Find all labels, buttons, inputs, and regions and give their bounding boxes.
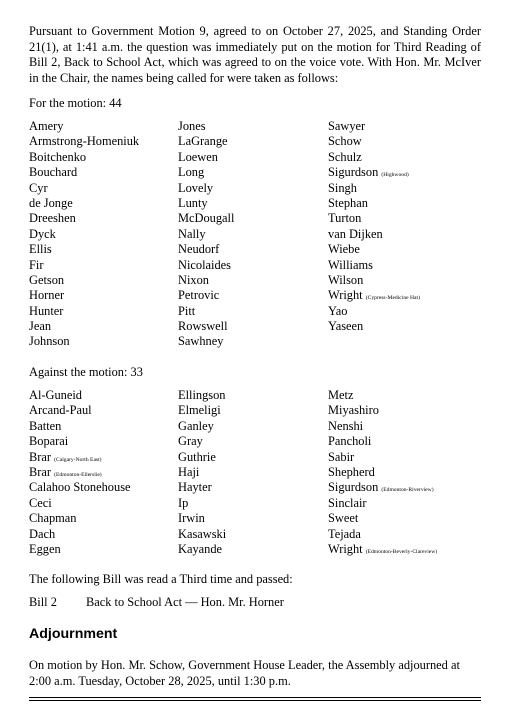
- member-name: [328, 434, 437, 449]
- member-name: [29, 258, 139, 273]
- member-surname: Kasawski: [178, 526, 227, 541]
- member-name: [29, 242, 139, 257]
- member-surname: de Jonge: [29, 195, 73, 210]
- member-name: [328, 511, 437, 526]
- member-surname: Shepherd: [328, 464, 375, 479]
- member-name: [29, 196, 139, 211]
- member-name: [178, 542, 226, 557]
- member-name: [178, 134, 234, 149]
- member-surname: Ceci: [29, 495, 52, 510]
- member-surname: Neudorf: [178, 242, 220, 257]
- member-name: [178, 196, 234, 211]
- member-name: [328, 134, 420, 149]
- member-surname: Sabir: [328, 449, 355, 464]
- member-name: [328, 242, 420, 257]
- member-surname: Ganley: [178, 418, 214, 433]
- member-name: [29, 527, 131, 542]
- member-surname: Wilson: [328, 272, 364, 287]
- member-name: [178, 288, 234, 303]
- member-name: [328, 403, 437, 418]
- member-name: [178, 465, 226, 480]
- member-name: [29, 419, 131, 434]
- member-name: [29, 511, 131, 526]
- bill-entry: [29, 595, 284, 610]
- member-name: [29, 542, 131, 557]
- member-name: [178, 419, 226, 434]
- member-surname: Eggen: [29, 541, 61, 556]
- member-surname: Jean: [29, 319, 52, 334]
- member-name: [29, 150, 139, 165]
- member-surname: Stephan: [328, 195, 368, 210]
- member-surname: Nenshi: [328, 418, 364, 433]
- member-surname: Horner: [29, 288, 65, 303]
- member-name: [328, 227, 420, 242]
- member-surname: Nally: [178, 226, 206, 241]
- member-name: [178, 450, 226, 465]
- member-name: [29, 465, 131, 480]
- footer-rule-bottom: [29, 700, 481, 701]
- member-surname: Turton: [328, 211, 362, 226]
- member-surname: Yao: [328, 303, 348, 318]
- member-surname: Sigurdson: [328, 165, 379, 180]
- member-name: [328, 419, 437, 434]
- member-surname: Sawhney: [178, 334, 224, 349]
- adjournment-heading: Adjournment: [29, 626, 118, 642]
- member-name: [328, 465, 437, 480]
- member-name: [29, 119, 139, 134]
- member-name: [178, 242, 234, 257]
- constituency-qualifier: (Cypress-Medicine Hat): [365, 295, 420, 302]
- for-column-3: [328, 119, 420, 334]
- member-name: [29, 496, 131, 511]
- member-name: [29, 319, 139, 334]
- member-name: [328, 542, 437, 557]
- constituency-qualifier: (Highwood): [381, 172, 409, 179]
- member-name: [178, 150, 234, 165]
- member-name: [178, 258, 234, 273]
- member-surname: Chapman: [29, 511, 77, 526]
- member-name: [29, 134, 139, 149]
- constituency-qualifier: (Calgary-North East): [54, 456, 102, 463]
- member-surname: Dreeshen: [29, 211, 76, 226]
- member-surname: Rowswell: [178, 319, 228, 334]
- member-surname: Tejada: [328, 526, 361, 541]
- member-name: [328, 480, 437, 495]
- for-motion-label: For the motion: 44: [29, 96, 122, 110]
- member-name: [29, 403, 131, 418]
- member-surname: van Dijken: [328, 226, 383, 241]
- member-surname: Boparai: [29, 434, 69, 449]
- member-name: [328, 258, 420, 273]
- bill-title: Back to School Act — Hon. Mr. Horner: [86, 595, 284, 609]
- member-name: [178, 227, 234, 242]
- member-surname: Petrovic: [178, 288, 220, 303]
- against-column-2: [178, 388, 226, 557]
- member-surname: Haji: [178, 464, 200, 479]
- member-surname: Wiebe: [328, 242, 360, 257]
- member-surname: Schow: [328, 134, 362, 149]
- member-name: [328, 304, 420, 319]
- member-name: [328, 273, 420, 288]
- member-surname: Singh: [328, 180, 357, 195]
- member-surname: Boitchenko: [29, 149, 87, 164]
- member-name: [29, 304, 139, 319]
- member-surname: Dyck: [29, 226, 56, 241]
- member-name: [178, 403, 226, 418]
- member-surname: Jones: [178, 119, 206, 133]
- member-name: [178, 181, 234, 196]
- adjournment-paragraph: On motion by Hon. Mr. Schow, Government House Leader, the Assembly adjourned at 2:00 a.m. Tuesday, October 28, 2025, until 1:30 p.m.: [29, 658, 460, 688]
- member-surname: Metz: [328, 388, 354, 402]
- member-surname: Elmeligi: [178, 403, 221, 418]
- member-name: [29, 165, 139, 180]
- member-name: [328, 196, 420, 211]
- member-surname: Ellingson: [178, 388, 226, 402]
- bill-passed-label: The following Bill was read a Third time and passed:: [29, 572, 293, 586]
- member-surname: Lovely: [178, 180, 214, 195]
- member-name: [178, 388, 226, 403]
- member-name: [328, 319, 420, 334]
- member-name: [29, 434, 131, 449]
- member-name: [328, 181, 420, 196]
- member-surname: Bouchard: [29, 165, 78, 180]
- member-surname: Williams: [328, 257, 373, 272]
- member-name: [178, 273, 234, 288]
- member-name: [29, 288, 139, 303]
- member-surname: Nixon: [178, 272, 209, 287]
- member-name: [178, 496, 226, 511]
- against-motion-label: Against the motion: 33: [29, 365, 143, 379]
- member-surname: Arcand-Paul: [29, 403, 92, 418]
- against-column-1: [29, 388, 131, 557]
- member-name: [29, 273, 139, 288]
- member-surname: McDougall: [178, 211, 235, 226]
- member-surname: Hunter: [29, 303, 64, 318]
- for-column-1: [29, 119, 139, 350]
- member-surname: Schulz: [328, 149, 362, 164]
- member-name: [29, 227, 139, 242]
- member-name: [328, 165, 420, 180]
- member-name: [29, 211, 139, 226]
- member-name: [29, 334, 139, 349]
- constituency-qualifier: (Edmonton-Beverly-Clareview): [365, 548, 438, 555]
- member-surname: Wright: [328, 541, 363, 556]
- member-name: [328, 496, 437, 511]
- against-column-3: [328, 388, 437, 557]
- member-name: [29, 388, 131, 403]
- member-surname: Fir: [29, 257, 44, 272]
- member-name: [328, 288, 420, 303]
- member-surname: Sigurdson: [328, 480, 379, 495]
- member-surname: Lunty: [178, 195, 208, 210]
- member-name: [178, 319, 234, 334]
- member-name: [328, 450, 437, 465]
- member-surname: Irwin: [178, 511, 205, 526]
- member-surname: Kayande: [178, 541, 223, 556]
- bill-number: Bill 2: [29, 595, 57, 609]
- member-surname: Pancholi: [328, 434, 372, 449]
- member-name: [328, 150, 420, 165]
- member-surname: Dach: [29, 526, 56, 541]
- member-surname: Al-Guneid: [29, 388, 82, 402]
- member-surname: Armstrong-Homeniuk: [29, 134, 140, 149]
- member-surname: Brar: [29, 449, 52, 464]
- member-name: [178, 211, 234, 226]
- member-name: [178, 119, 234, 134]
- member-name: [328, 527, 437, 542]
- constituency-qualifier: (Edmonton-Riverview): [381, 487, 434, 494]
- member-surname: Calahoo Stonehouse: [29, 480, 131, 495]
- member-surname: Brar: [29, 464, 52, 479]
- member-name: [178, 334, 234, 349]
- member-surname: Gray: [178, 434, 203, 449]
- member-name: [328, 119, 420, 134]
- intro-paragraph: Pursuant to Government Motion 9, agreed to on October 27, 2025, and Standing Order 21(1), at 1:41 a.m. the question was immediately put on the motion for Third Reading of Bill 2, Back to School Act, which was agreed to on the voice vote. With Hon. Mr. McIver in the Chair, the names being called for were taken as follows:: [29, 24, 481, 85]
- member-name: [178, 304, 234, 319]
- member-name: [328, 211, 420, 226]
- member-surname: Sawyer: [328, 119, 366, 133]
- member-surname: Cyr: [29, 180, 48, 195]
- member-name: [29, 450, 131, 465]
- member-name: [178, 434, 226, 449]
- member-name: [178, 165, 234, 180]
- member-surname: Long: [178, 165, 205, 180]
- member-surname: Pitt: [178, 303, 196, 318]
- member-surname: Amery: [29, 119, 64, 133]
- member-surname: Ellis: [29, 242, 52, 257]
- member-surname: Yaseen: [328, 319, 364, 334]
- member-name: [328, 388, 437, 403]
- member-surname: Getson: [29, 272, 65, 287]
- member-surname: Guthrie: [178, 449, 216, 464]
- member-surname: Sinclair: [328, 495, 367, 510]
- member-name: [178, 511, 226, 526]
- member-surname: Wright: [328, 288, 363, 303]
- member-surname: Nicolaides: [178, 257, 231, 272]
- member-surname: Loewen: [178, 149, 218, 164]
- member-name: [178, 527, 226, 542]
- member-surname: Johnson: [29, 334, 70, 349]
- member-name: [29, 181, 139, 196]
- member-surname: Ip: [178, 495, 189, 510]
- constituency-qualifier: (Edmonton-Ellerslie): [54, 471, 102, 478]
- member-name: [178, 480, 226, 495]
- member-surname: LaGrange: [178, 134, 228, 149]
- member-name: [29, 480, 131, 495]
- member-surname: Batten: [29, 418, 62, 433]
- footer-rule-top: [29, 697, 481, 698]
- member-surname: Sweet: [328, 511, 359, 526]
- member-surname: Hayter: [178, 480, 212, 495]
- for-column-2: [178, 119, 234, 350]
- member-surname: Miyashiro: [328, 403, 379, 418]
